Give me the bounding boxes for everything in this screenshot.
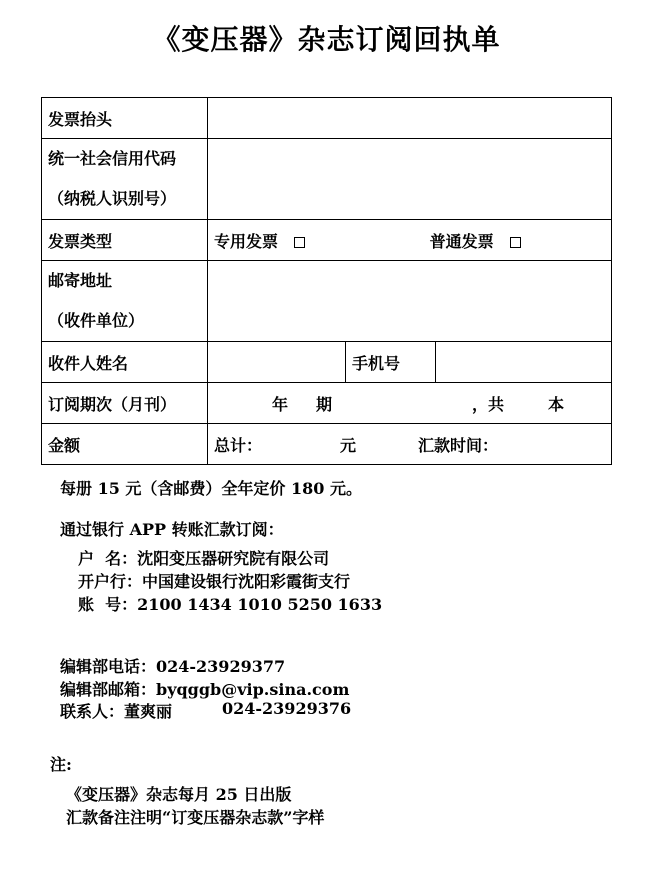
credit-code-label: [42, 139, 208, 220]
total-copies-prefix: ，共: [472, 394, 505, 414]
total-label: 总计：: [214, 435, 263, 455]
normal-invoice-label: 普通发票: [429, 231, 494, 251]
contact-person-phone: 024-23929376: [222, 699, 352, 718]
amount-row: [42, 424, 612, 465]
address-field[interactable]: [208, 261, 612, 342]
invoice-type-row: [42, 220, 612, 261]
issue-label: 期: [316, 394, 333, 414]
address-label-line1: 邮寄地址: [48, 271, 113, 290]
invoice-header-row: [42, 98, 612, 139]
credit-code-row: [42, 139, 612, 220]
year-label: 年: [272, 394, 289, 414]
recipient-row: [42, 342, 612, 383]
page-title: 《变压器》杂志订阅回执单: [152, 23, 501, 56]
bank-intro: 通过银行 APP 转账汇款订阅：: [60, 520, 284, 539]
special-invoice-checkbox[interactable]: [294, 237, 305, 248]
editor-email[interactable]: 编辑部邮箱：byqggb@vip.sina.com: [60, 680, 350, 699]
special-invoice-label: 专用发票: [214, 231, 279, 251]
contact-person: 联系人：董爽丽: [60, 702, 173, 721]
account-name: 户 名：沈阳变压器研究院有限公司: [78, 549, 330, 568]
price-note: 每册 15 元（含邮费）全年定价 180 元。: [60, 479, 362, 498]
notes-line-2: 汇款备注注明“订变压器杂志款”字样: [66, 808, 325, 827]
recipient-field[interactable]: [208, 342, 346, 383]
amount-field[interactable]: [208, 424, 612, 465]
recipient-label: 收件人姓名: [42, 342, 208, 383]
notes-heading: 注:: [50, 755, 72, 774]
subscription-form-table: [41, 97, 612, 465]
invoice-header-field[interactable]: [208, 98, 612, 139]
period-row: [42, 383, 612, 424]
period-label: 订阅期次（月刊）: [42, 383, 208, 424]
phone-label: 手机号: [346, 342, 436, 383]
address-label: [42, 261, 208, 342]
address-label-line2: （收件单位）: [48, 311, 145, 330]
bank-name: 开户行：中国建设银行沈阳彩霞街支行: [78, 572, 351, 591]
remit-time-label: 汇款时间：: [418, 435, 499, 455]
notes-line-1: 《变压器》杂志每月 25 日出版: [66, 785, 292, 804]
period-field[interactable]: [208, 383, 612, 424]
editor-phone: 编辑部电话：024-23929377: [60, 657, 286, 676]
invoice-type-label: 发票类型: [42, 220, 208, 261]
yuan-label: 元: [340, 435, 357, 455]
credit-code-field[interactable]: [208, 139, 612, 220]
normal-invoice-checkbox[interactable]: [510, 237, 521, 248]
credit-code-label-line1: 统一社会信用代码: [48, 149, 177, 168]
credit-code-label-line2: （纳税人识别号）: [48, 189, 177, 208]
address-row: [42, 261, 612, 342]
invoice-type-options: [208, 220, 612, 261]
amount-label: 金额: [42, 424, 208, 465]
copies-label: 本: [548, 394, 565, 414]
invoice-header-label: 发票抬头: [42, 98, 208, 139]
account-number: 账 号：2100 1434 1010 5250 1633: [78, 595, 383, 614]
phone-field[interactable]: [436, 342, 612, 383]
